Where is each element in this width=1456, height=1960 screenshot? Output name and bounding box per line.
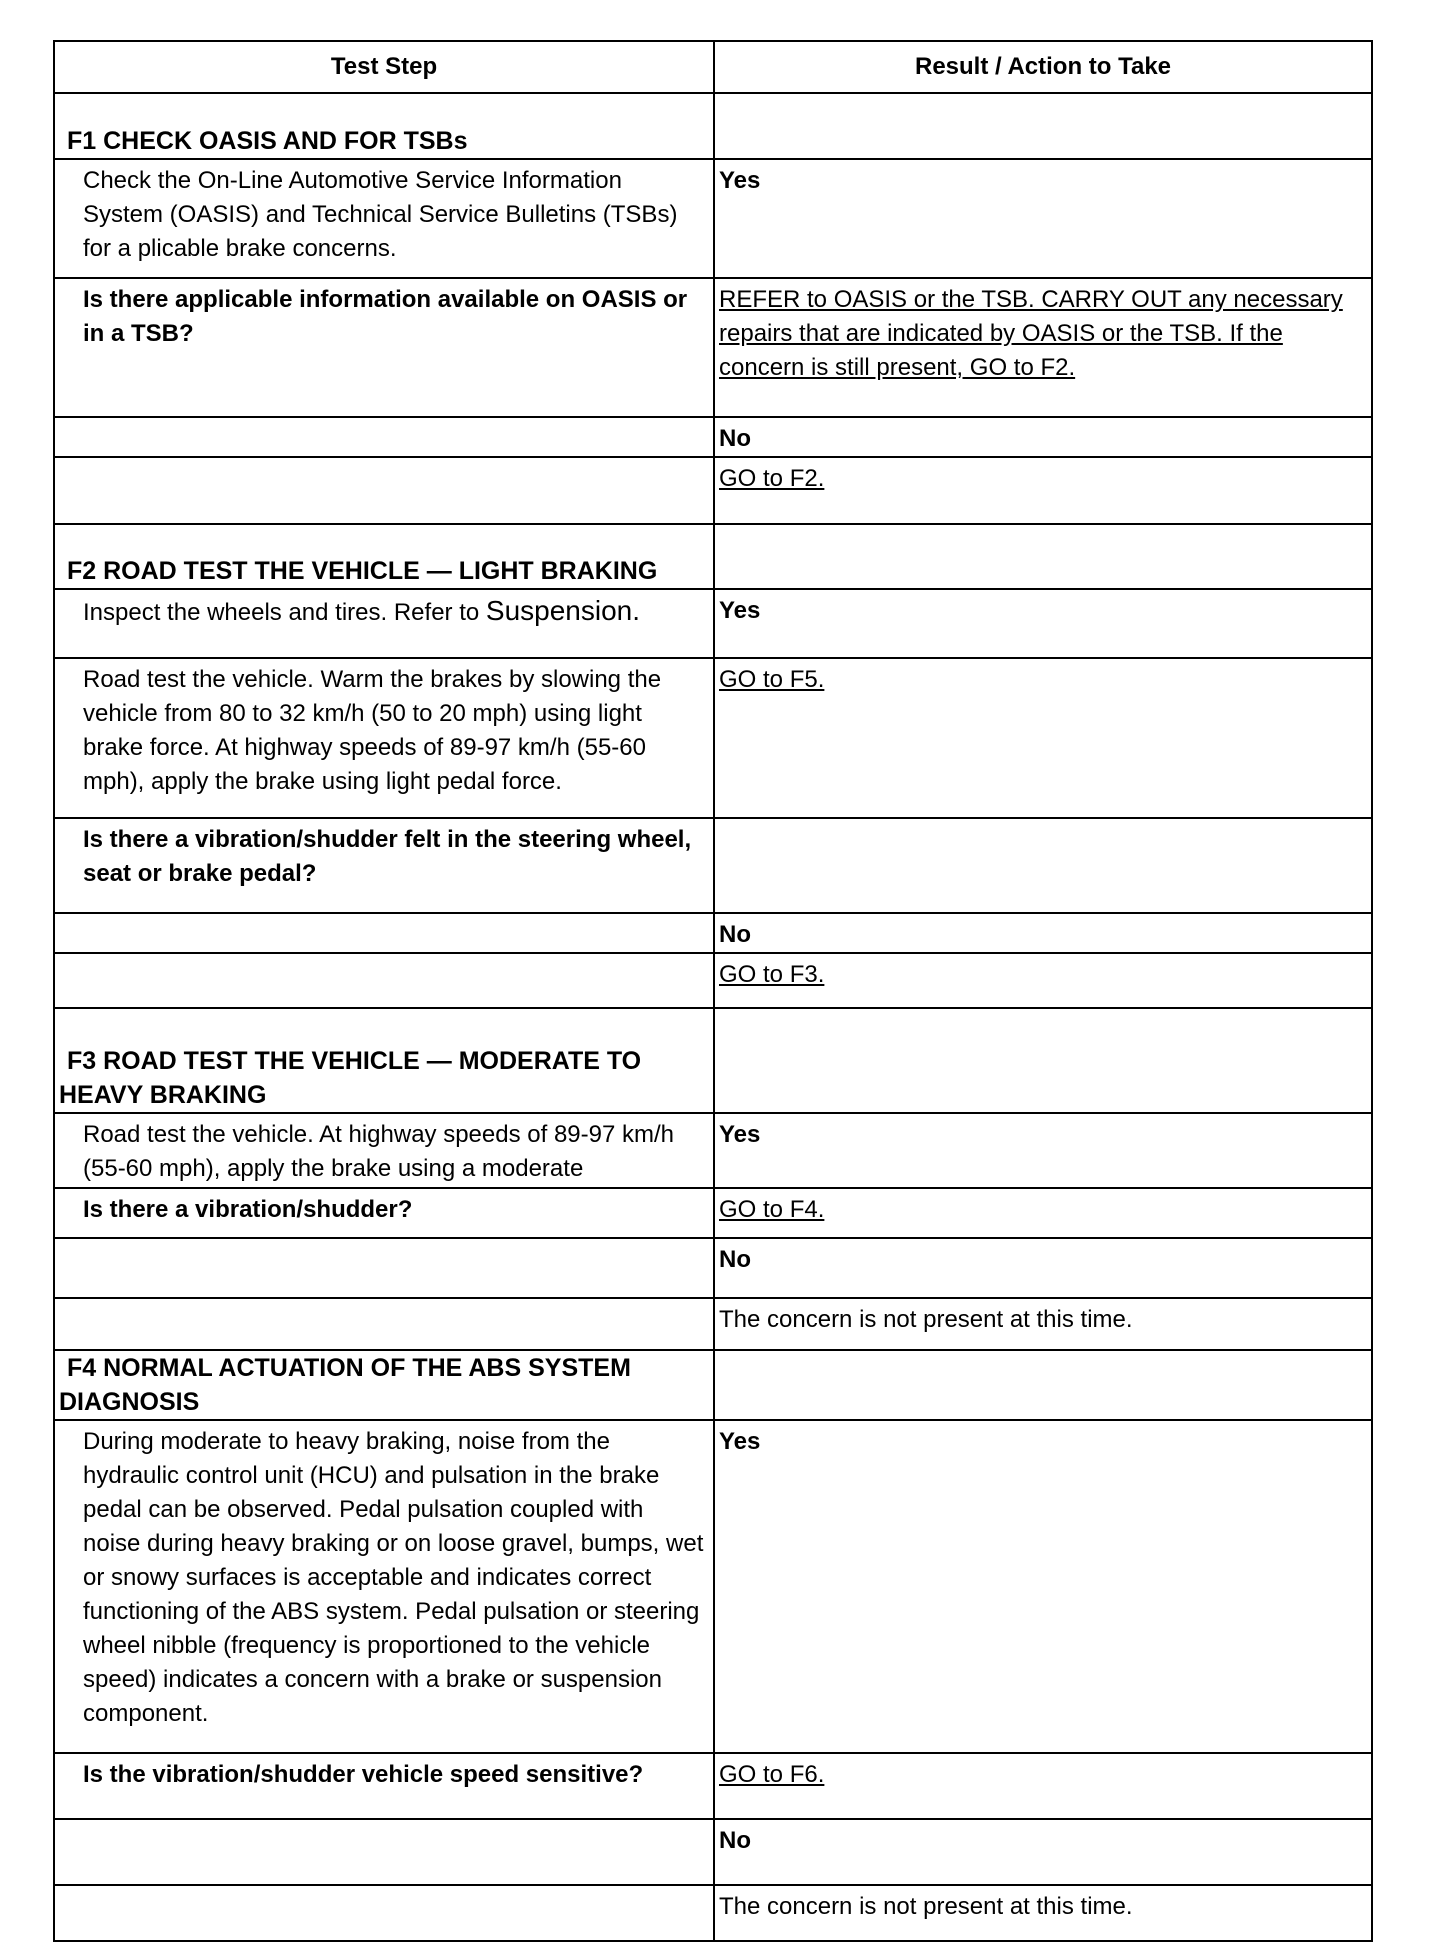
f2-yes-label: Yes: [714, 589, 1372, 658]
f3-heading-row: [54, 1008, 1372, 1113]
f1-no-label: No: [714, 417, 1372, 457]
f4-no-row: [54, 1819, 1372, 1885]
f3-question-row: [54, 1188, 1372, 1238]
f1-question: Is there applicable information available on OASIS or in a TSB?: [54, 278, 714, 417]
f2-no-action-row: [54, 953, 1372, 1008]
diagnostic-table: [53, 40, 1373, 1942]
f2-yes-action-link[interactable]: GO to F5.: [714, 658, 1372, 818]
empty-cell: [714, 93, 1372, 159]
empty-cell: [54, 1819, 714, 1885]
f4-step-row: [54, 1420, 1372, 1753]
f3-no-row: [54, 1238, 1372, 1298]
f1-no-action-link[interactable]: GO to F2.: [714, 457, 1372, 524]
f2-step-prefix: Inspect the wheels and tires. Refer to: [83, 599, 486, 626]
empty-cell: [54, 457, 714, 524]
f3-no-action-row: [54, 1298, 1372, 1350]
empty-cell: [714, 524, 1372, 589]
empty-cell: [54, 1298, 714, 1350]
empty-cell: [714, 1008, 1372, 1113]
f1-heading: F1 CHECK OASIS AND FOR TSBs: [54, 93, 714, 159]
empty-cell: [54, 417, 714, 457]
empty-cell: [54, 1885, 714, 1941]
f2-no-row: [54, 913, 1372, 953]
test-step-header: Test Step: [54, 41, 714, 93]
f3-no-label: No: [714, 1238, 1372, 1298]
f4-no-action-row: [54, 1885, 1372, 1941]
f1-yes-action-link[interactable]: REFER to OASIS or the TSB. CARRY OUT any necessary repairs that are indicated by OASIS or the TSB. If the concern is still present, GO to F2.: [714, 278, 1372, 417]
f1-no-row: [54, 417, 1372, 457]
f2-road-test-text: Road test the vehicle. Warm the brakes by slowing the vehicle from 80 to 32 km/h (50 to 20 mph) using light brake force. At highway speeds of 89-97 km/h (55-60 mph), apply the brake using light pedal force.: [54, 658, 714, 818]
f4-yes-label: Yes: [714, 1420, 1372, 1753]
f4-question: Is the vibration/shudder vehicle speed sensitive?: [54, 1753, 714, 1819]
f1-no-action-row: [54, 457, 1372, 524]
result-header: Result / Action to Take: [714, 41, 1372, 93]
f2-step-row: [54, 589, 1372, 658]
f2-heading-row: [54, 524, 1372, 589]
f3-heading: F3 ROAD TEST THE VEHICLE — MODERATE TO HEAVY BRAKING: [54, 1008, 714, 1113]
f2-heading: F2 ROAD TEST THE VEHICLE — LIGHT BRAKING: [54, 524, 714, 589]
empty-cell: [54, 1238, 714, 1298]
f1-question-row: [54, 278, 1372, 417]
f2-question: Is there a vibration/shudder felt in the steering wheel, seat or brake pedal?: [54, 818, 714, 913]
f4-no-label: No: [714, 1819, 1372, 1885]
f3-yes-label: Yes: [714, 1113, 1372, 1188]
empty-cell: [714, 1350, 1372, 1420]
f4-heading: F4 NORMAL ACTUATION OF THE ABS SYSTEM DIAGNOSIS: [54, 1350, 714, 1420]
empty-cell: [54, 913, 714, 953]
header-row: [54, 41, 1372, 93]
suspension-reference: Suspension.: [485, 595, 640, 626]
f3-no-action-text: The concern is not present at this time.: [714, 1298, 1372, 1350]
f3-yes-action-link[interactable]: GO to F4.: [714, 1188, 1372, 1238]
f3-question: Is there a vibration/shudder?: [54, 1188, 714, 1238]
f2-step-text: [54, 589, 714, 658]
empty-cell: [714, 818, 1372, 913]
f2-no-action-link[interactable]: GO to F3.: [714, 953, 1372, 1008]
f4-step-text: During moderate to heavy braking, noise from the hydraulic control unit (HCU) and pulsation in the brake pedal can be observed. Pedal pulsation coupled with noise during heavy braking or on loose gravel, bumps, wet or snowy surfaces is acceptable and indicates correct functioning of the ABS system. Pedal pulsation or steering wheel nibble (frequency is proportioned to the vehicle speed) indicates a concern with a brake or suspension component.: [54, 1420, 714, 1753]
f3-step-row: [54, 1113, 1372, 1188]
f4-heading-row: [54, 1350, 1372, 1420]
f4-question-row: [54, 1753, 1372, 1819]
f4-no-action-text: The concern is not present at this time.: [714, 1885, 1372, 1941]
f1-yes-label: Yes: [714, 159, 1372, 278]
empty-cell: [54, 953, 714, 1008]
f2-question-row: [54, 818, 1372, 913]
f1-step-text: Check the On-Line Automotive Service Information System (OASIS) and Technical Service Bulletins (TSBs) for a plicable brake concerns.: [54, 159, 714, 278]
f1-step-row: [54, 159, 1372, 278]
f1-heading-row: [54, 93, 1372, 159]
f2-no-label: No: [714, 913, 1372, 953]
f2-road-test-row: [54, 658, 1372, 818]
f3-step-text: Road test the vehicle. At highway speeds of 89-97 km/h (55-60 mph), apply the brake using a moderate: [54, 1113, 714, 1188]
f4-yes-action-link[interactable]: GO to F6.: [714, 1753, 1372, 1819]
